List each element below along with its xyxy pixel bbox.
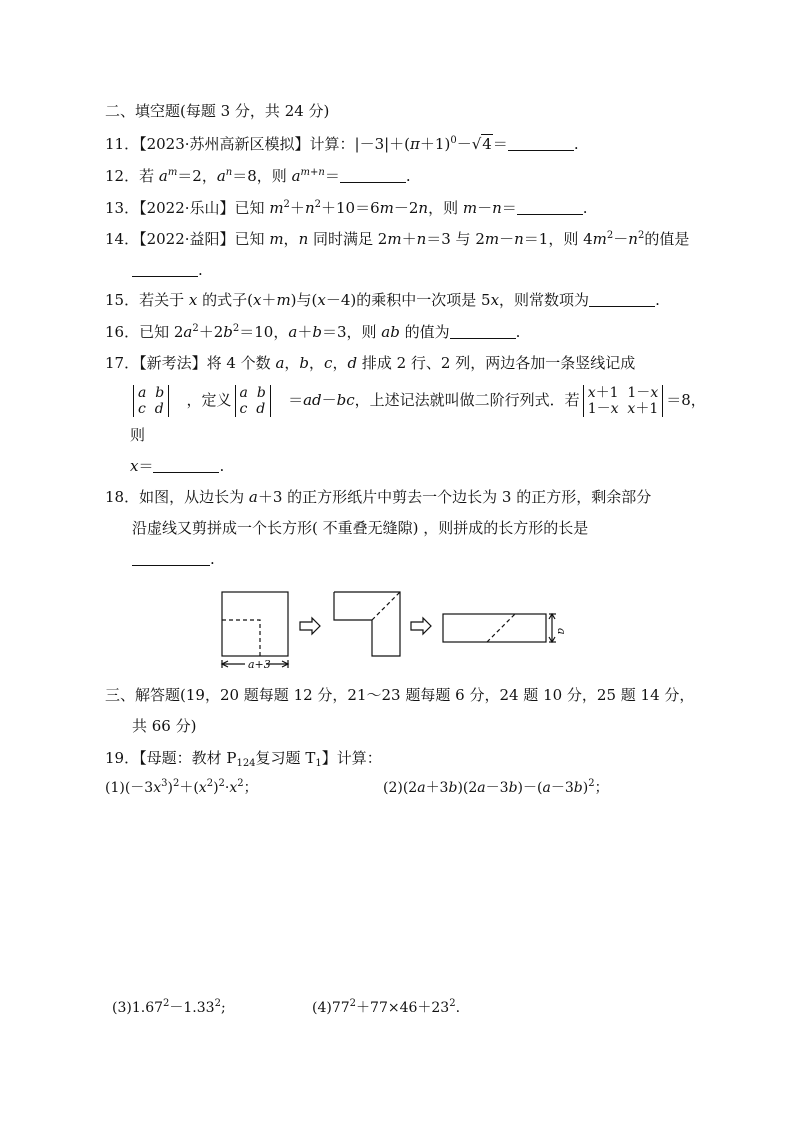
arrow-right-icon bbox=[300, 618, 320, 634]
result-rectangle bbox=[443, 614, 546, 642]
original-square bbox=[222, 592, 288, 656]
question-17-definition: a b c d ，定义 a b c d ＝ad－bc，上述记法就叫做二阶行列式．若 x＋1 1－x 1－x x＋1 ＝8， bbox=[130, 382, 706, 418]
label-a: a bbox=[555, 628, 568, 635]
question-17-answer: x＝ . bbox=[130, 457, 225, 475]
question-19-part-3: $(3)1.67^2-1.33^2$; bbox=[112, 998, 226, 1016]
section-3-heading-cont: 共 66 分) bbox=[132, 717, 197, 735]
question-19: 19．【母题：教材 $P_{124}$复习题 $T_1$】计算： bbox=[105, 749, 382, 769]
question-19-part-2: $(2)(2a+3b)(2a-3b)-(a-3b)^2$； bbox=[383, 778, 609, 796]
determinant-x: x＋1 1－x 1－x x＋1 bbox=[583, 385, 664, 417]
label-a-plus-3: a+3 bbox=[248, 658, 271, 671]
determinant-abcd-def: a b c d bbox=[235, 385, 271, 417]
question-19-part-4: $(4)77^2+77\times 46+23^2$. bbox=[312, 998, 461, 1016]
question-18-blank: . bbox=[132, 549, 215, 569]
question-13: 13．【2022·乐山】已知 $m^2+n^2+10=6m-2n$，则 m－n＝ . bbox=[105, 199, 588, 217]
question-16: 16．已知 $2a^2+2b^2=10$，a＋b＝3，则 ab 的值为 . bbox=[105, 323, 521, 341]
question-11: 11．【2023·苏州高新区模拟】计算：$|-3|+(\pi+1)^0-√4=$ . bbox=[105, 135, 579, 153]
arrow-right-icon bbox=[411, 618, 431, 634]
question-14: 14．【2022·益阳】已知 m，n 同时满足 2m＋n＝3 与 2m－n＝1，则 $4m^2-n^2$的值是 bbox=[105, 230, 690, 248]
l-shape bbox=[334, 592, 400, 656]
question-12: 12．若 $a^m=2$，$a^n=8$，则 $a^{m+n}=$ . bbox=[105, 167, 411, 185]
question-18: 18．如图，从边长为 a＋3 的正方形纸片中剪去一个边长为 3 的正方形，剩余部分 bbox=[105, 488, 652, 506]
question-14-blank: . bbox=[132, 260, 203, 280]
cut-square-outline bbox=[222, 620, 260, 656]
question-18-line2: 沿虚线又剪拼成一个长方形( 不重叠无缝隙) ，则拼成的长方形的长是 bbox=[132, 519, 589, 537]
section-3-heading: 三、解答题(19，20 题每题 12 分，21～23 题每题 6 分，24 题 10 分，25 题 14 分， bbox=[105, 686, 695, 704]
determinant-abcd: a b c d bbox=[133, 385, 169, 417]
question-17: 17．【新考法】将 4 个数 a，b，c，d 排成 2 行、2 列，两边各加一条竖线记成 bbox=[105, 354, 636, 372]
question-19-part-1: $(1)(-3x^3)^2+(x^2)^2\cdot x^2$； bbox=[105, 778, 258, 796]
square-cut-figure bbox=[210, 584, 580, 674]
section-2-heading: 二、填空题(每题 3 分，共 24 分) bbox=[105, 102, 330, 120]
question-17-then: 则 bbox=[130, 426, 146, 444]
question-15: 15．若关于 x 的式子(x＋m)与(x－4)的乘积中一次项是 5x，则常数项为 . bbox=[105, 291, 660, 309]
